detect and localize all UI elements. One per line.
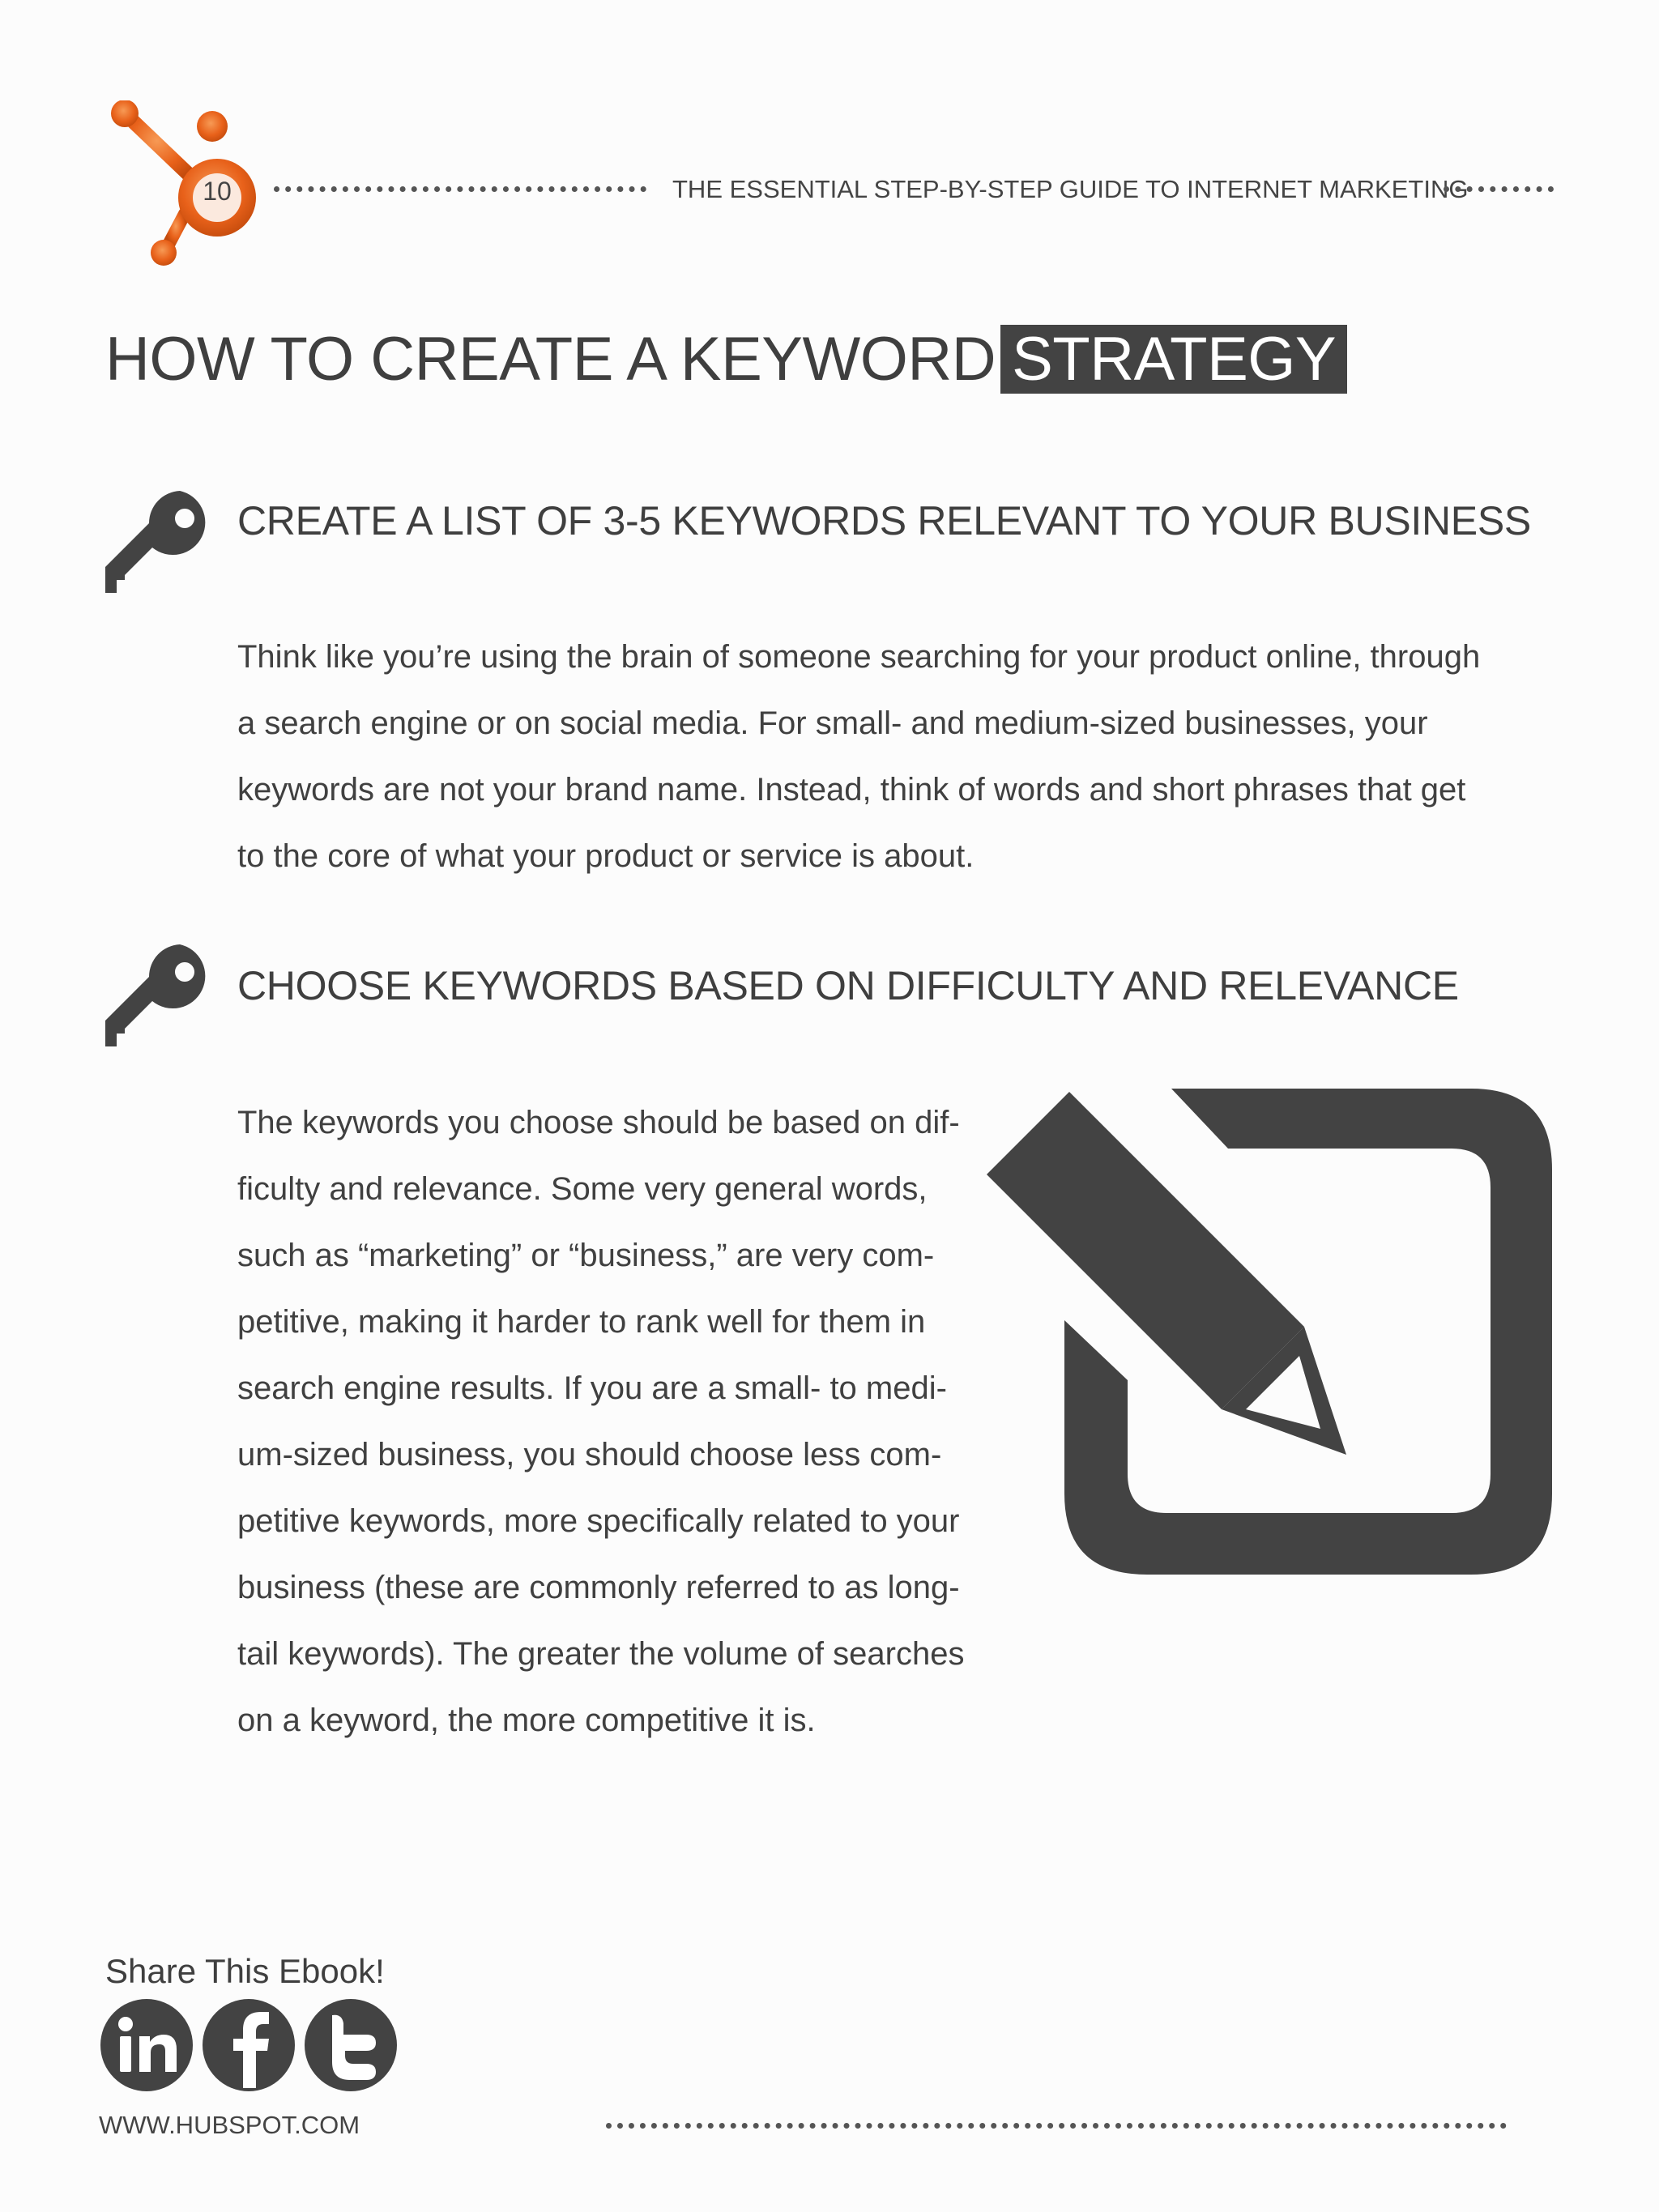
key-icon [105, 943, 212, 1048]
facebook-icon[interactable] [201, 1997, 296, 2093]
footer-dotted-rule [606, 2123, 1507, 2129]
body-line: um-sized business, you should choose less com- [237, 1437, 942, 1473]
document-title: THE ESSENTIAL STEP-BY-STEP GUIDE TO INTERNET MARKETING [672, 175, 1469, 203]
linkedin-icon[interactable] [99, 1997, 194, 2093]
page-number: 10 [203, 177, 232, 206]
body-line: to the core of what your product or service is about. [237, 838, 975, 874]
edit-pencil-icon [980, 1085, 1560, 1588]
body-line: business (these are commonly referred to as long- [237, 1570, 960, 1605]
page-title-text: HOW TO CREATE A KEYWORD [105, 325, 996, 394]
section-heading-choose-keywords: CHOOSE KEYWORDS BASED ON DIFFICULTY AND RELEVANCE [237, 963, 1459, 1008]
key-icon [105, 489, 212, 595]
body-line: search engine results. If you are a small- to medi- [237, 1370, 947, 1406]
section-heading-create-list: CREATE A LIST OF 3-5 KEYWORDS RELEVANT TO YOUR BUSINESS [237, 498, 1531, 543]
body-line: petitive keywords, more specifically related to your [237, 1503, 960, 1539]
body-line: keywords are not your brand name. Instead, think of words and short phrases that get [237, 772, 1466, 808]
body-line: such as “marketing” or “business,” are very com- [237, 1238, 935, 1273]
body-line: The keywords you choose should be based on dif- [237, 1105, 960, 1140]
header-dotted-rule-left [274, 186, 646, 192]
body-line: ficulty and relevance. Some very general words, [237, 1171, 928, 1207]
twitter-icon[interactable] [303, 1997, 399, 2093]
body-line: tail keywords). The greater the volume of searches [237, 1636, 965, 1672]
header-dotted-rule-right [1444, 186, 1554, 192]
body-line: a search engine or on social media. For small- and medium-sized businesses, your [237, 705, 1428, 741]
body-line: Think like you’re using the brain of someone searching for your product online, through [237, 639, 1481, 675]
page-title [105, 321, 1347, 399]
body-line: on a keyword, the more competitive it is. [237, 1703, 816, 1738]
section-body-choose-keywords [237, 1089, 1015, 1754]
page-title-highlight: STRATEGY [1000, 325, 1347, 394]
hubspot-sprocket-logo [107, 100, 269, 274]
body-line: petitive, making it harder to rank well for them in [237, 1304, 926, 1340]
website-url[interactable]: WWW.HUBSPOT.COM [99, 2111, 360, 2139]
section-body-create-list [237, 624, 1566, 889]
share-label: Share This Ebook! [105, 1952, 385, 1990]
